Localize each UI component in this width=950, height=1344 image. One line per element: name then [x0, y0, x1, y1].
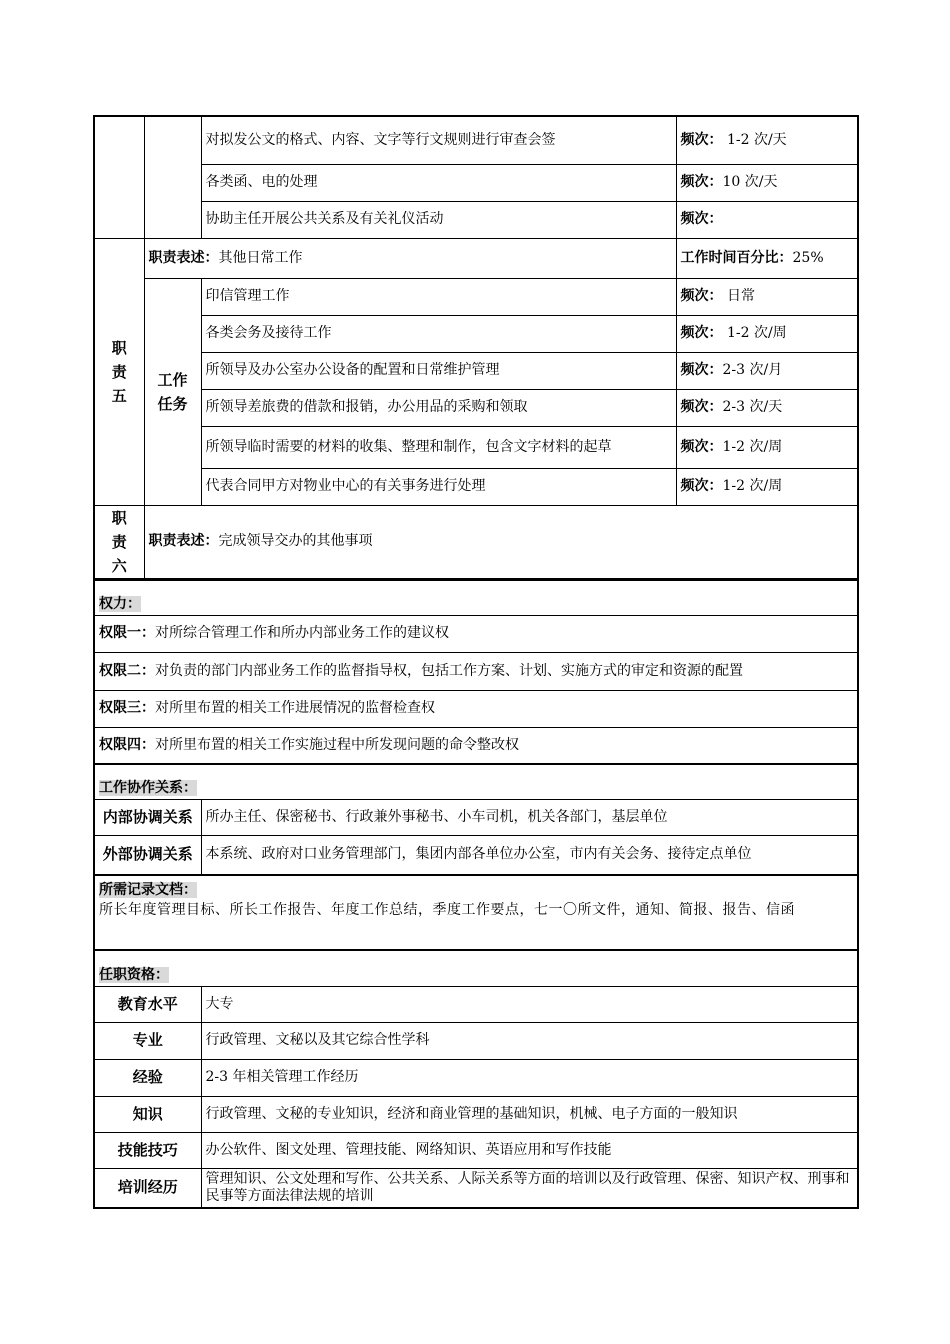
- duty-row: [94, 315, 858, 352]
- qualification-row: [94, 1059, 858, 1096]
- frequency-cell: [676, 352, 858, 389]
- duty5-desc-cell: [144, 238, 676, 278]
- frequency-value: 1-2 次/周: [722, 325, 787, 341]
- frequency-cell: [676, 315, 858, 352]
- duty-row: [94, 426, 858, 468]
- cooperation-title-cell: [94, 764, 858, 799]
- qualification-header-row: [94, 950, 858, 986]
- qualification-title: 任职资格：: [99, 966, 169, 983]
- percent-value: 25%: [792, 249, 824, 266]
- duty-row: [94, 278, 858, 315]
- duty-row: [94, 352, 858, 389]
- frequency-label: 频次：: [680, 399, 723, 415]
- internal-label: 内部协调关系: [94, 799, 201, 835]
- task-text: 各类会务及接待工作: [201, 315, 676, 352]
- duty6-row: [94, 505, 858, 579]
- frequency-label: 频次：: [680, 325, 723, 341]
- duty6-desc-cell: [144, 505, 858, 579]
- frequency-cell: [676, 201, 858, 238]
- duty-row: [94, 468, 858, 505]
- cooperation-title: 工作协作关系：: [99, 779, 197, 796]
- percent-cell: [676, 238, 858, 278]
- job-description-page: [93, 115, 857, 1209]
- task-label-cell: [144, 116, 201, 238]
- task-text: 各类函、电的处理: [201, 164, 676, 201]
- records-cell: [94, 875, 858, 950]
- task-text: 所领导差旅费的借款和报销，办公用品的采购和领取: [201, 389, 676, 426]
- task-text: 所领导及办公室办公设备的配置和日常维护管理: [201, 352, 676, 389]
- authority-title-cell: [94, 580, 858, 615]
- qualification-value: 行政管理、文秘以及其它综合性学科: [201, 1022, 858, 1059]
- frequency-cell: [676, 116, 858, 164]
- frequency-label: 频次：: [680, 438, 723, 455]
- qualification-value: 2-3 年相关管理工作经历: [201, 1059, 858, 1096]
- authority-item: 权限四：对所里布置的相关工作实施过程中所发现问题的命令整改权: [94, 727, 858, 764]
- authority-row: [94, 690, 858, 727]
- frequency-label: 频次：: [680, 174, 723, 190]
- desc-text: 完成领导交办的其他事项: [218, 533, 373, 549]
- qualification-title-cell: [94, 950, 858, 986]
- desc-label: 职责表述：: [148, 533, 219, 549]
- external-value: 本系统、政府对口业务管理部门，集团内部各单位办公室，市内有关会务、接待定点单位: [201, 835, 858, 875]
- frequency-cell: [676, 426, 858, 468]
- frequency-cell: [676, 468, 858, 505]
- cooperation-header-row: [94, 764, 858, 799]
- frequency-cell: [676, 278, 858, 315]
- qualification-label: 知识: [94, 1096, 201, 1132]
- frequency-label: 频次：: [680, 478, 723, 494]
- internal-value: 所办主任、保密秘书、行政兼外事秘书、小车司机，机关各部门，基层单位: [201, 799, 858, 835]
- authority-row: [94, 652, 858, 690]
- qualification-value: 大专: [201, 986, 858, 1022]
- frequency-value: 1-2 次/天: [722, 131, 787, 148]
- duty5-label: 职 责 五: [94, 238, 144, 505]
- qualification-row: [94, 1168, 858, 1208]
- qualification-value: 行政管理、文秘的专业知识，经济和商业管理的基础知识，机械、电子方面的一般知识: [201, 1096, 858, 1132]
- frequency-label: 频次：: [680, 288, 723, 304]
- task-text: 印信管理工作: [201, 278, 676, 315]
- frequency-label: 频次：: [680, 131, 723, 148]
- task-label: 工作 任务: [144, 278, 201, 505]
- duty-label-cell: [94, 116, 144, 238]
- qualification-row: [94, 1132, 858, 1168]
- qualification-label: 技能技巧: [94, 1132, 201, 1168]
- internal-row: [94, 799, 858, 835]
- frequency-value: 2-3 次/月: [722, 362, 783, 378]
- records-text: 所长年度管理目标、所长工作报告、年度工作总结，季度工作要点，七一〇所文件，通知、简报、报告、信函: [99, 902, 795, 918]
- external-row: [94, 835, 858, 875]
- task-text: 所领导临时需要的材料的收集、整理和制作，包含文字材料的起草: [201, 426, 676, 468]
- qualification-label: 经验: [94, 1059, 201, 1096]
- qualification-row: [94, 1022, 858, 1059]
- percent-label: 工作时间百分比：: [680, 249, 793, 266]
- qualification-label: 专业: [94, 1022, 201, 1059]
- task-text: 协助主任开展公共关系及有关礼仪活动: [201, 201, 676, 238]
- task-text: 代表合同甲方对物业中心的有关事务进行处理: [201, 468, 676, 505]
- task-text: 对拟发公文的格式、内容、文字等行文规则进行审查会签: [201, 116, 676, 164]
- qualification-label: 培训经历: [94, 1168, 201, 1208]
- duty-row: [94, 164, 858, 201]
- duty-row: [94, 201, 858, 238]
- frequency-label: 频次：: [680, 211, 723, 227]
- qualification-row: [94, 986, 858, 1022]
- authority-table: [93, 580, 859, 1210]
- duty-row: [94, 116, 858, 164]
- qualification-value: 办公软件、图文处理、管理技能、网络知识、英语应用和写作技能: [201, 1132, 858, 1168]
- qualification-value: 管理知识、公文处理和写作、公共关系、人际关系等方面的培训以及行政管理、保密、知识产权、刑事和民事等方面法律法规的培训: [201, 1168, 858, 1208]
- frequency-value: 1-2 次/周: [722, 438, 783, 455]
- desc-text: 其他日常工作: [218, 249, 303, 266]
- frequency-label: 频次：: [680, 362, 723, 378]
- frequency-cell: [676, 389, 858, 426]
- duty-row: [94, 389, 858, 426]
- records-row: [94, 875, 858, 950]
- records-title: 所需记录文档：: [99, 882, 197, 898]
- authority-row: [94, 727, 858, 764]
- frequency-value: 1-2 次/周: [722, 478, 783, 494]
- external-label: 外部协调关系: [94, 835, 201, 875]
- authority-row: [94, 615, 858, 652]
- duty5-desc-row: [94, 238, 858, 278]
- frequency-cell: [676, 164, 858, 201]
- authority-item: 权限三：对所里布置的相关工作进展情况的监督检查权: [94, 690, 858, 727]
- frequency-value: 2-3 次/天: [722, 399, 783, 415]
- duties-table: [93, 115, 859, 580]
- qualification-label: 教育水平: [94, 986, 201, 1022]
- authority-item: 权限一：对所综合管理工作和所办内部业务工作的建议权: [94, 615, 858, 652]
- desc-label: 职责表述：: [148, 249, 219, 266]
- duty6-label: 职 责 六: [94, 505, 144, 579]
- frequency-value: 10 次/天: [722, 174, 778, 190]
- authority-title: 权力：: [99, 595, 141, 612]
- authority-header-row: [94, 580, 858, 615]
- authority-item: 权限二：对负责的部门内部业务工作的监督指导权，包括工作方案、计划、实施方式的审定和资源的配置: [94, 652, 858, 690]
- frequency-value: 日常: [722, 288, 755, 304]
- qualification-row: [94, 1096, 858, 1132]
